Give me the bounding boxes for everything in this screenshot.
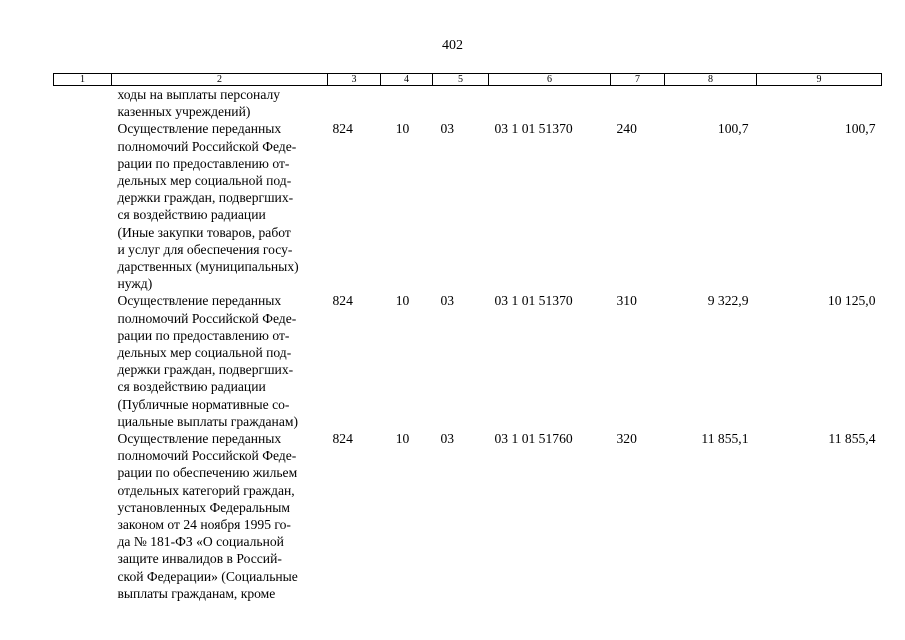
target-article-code: 03 1 01 51370: [494, 293, 573, 309]
subsection-code: 03: [440, 121, 455, 137]
column-header-8: 8: [665, 74, 757, 86]
expense-type-code: 310: [616, 293, 637, 309]
amount-year-1: 100,7: [717, 121, 749, 137]
column-header-5: 5: [433, 74, 489, 86]
amount-year-1: 9 322,9: [707, 293, 749, 309]
amount-year-1: 11 855,1: [701, 431, 749, 447]
column-header-1: 1: [54, 74, 112, 86]
table-row: [54, 292, 882, 430]
expense-name: Осуществление переданных полномочий Российской Феде- рации по предоставлению от- дельных мер социальной под- держки граждан, подвергших- ся воздействию радиации (Публичные нормативные со- циальные выплаты гражданам): [117, 293, 298, 429]
amount-year-2: 100,7: [844, 121, 876, 137]
expense-type-code: [611, 86, 665, 121]
budget-table: [53, 73, 882, 602]
expense-type-code: 240: [616, 121, 637, 137]
subsection-code: 03: [440, 293, 455, 309]
target-article-code: [489, 86, 611, 121]
section-code: 10: [395, 293, 410, 309]
amount-year-2: [757, 86, 882, 121]
table-header-row: [54, 74, 882, 86]
row-number-cell: [54, 86, 112, 121]
subsection-code: 03: [440, 431, 455, 447]
column-header-7: 7: [611, 74, 665, 86]
admin-code: 824: [332, 293, 353, 309]
expense-type-code: 320: [616, 431, 637, 447]
expense-name: Осуществление переданных полномочий Российской Феде- рации по предоставлению от- дельных мер социальной под- держки граждан, подвергших- ся воздействию радиации (Иные закупки товаров, работ и услуг для обеспечения госу- дарственных (муниципальных) нужд): [117, 121, 299, 292]
section-code: [381, 86, 433, 121]
page-number: 402: [442, 38, 463, 53]
table-row: [54, 430, 882, 602]
column-header-4: 4: [381, 74, 433, 86]
column-header-2: 2: [112, 74, 328, 86]
target-article-code: 03 1 01 51370: [494, 121, 573, 137]
admin-code: [328, 86, 381, 121]
row-number-cell: [54, 430, 112, 602]
subsection-code: [433, 86, 489, 121]
amount-year-2: 11 855,4: [828, 431, 876, 447]
column-header-6: 6: [489, 74, 611, 86]
column-header-3: 3: [328, 74, 381, 86]
column-header-9: 9: [757, 74, 882, 86]
expense-name: ходы на выплаты персоналу казенных учреждений): [117, 87, 281, 120]
target-article-code: 03 1 01 51760: [494, 431, 573, 447]
row-number-cell: [54, 120, 112, 292]
section-code: 10: [395, 121, 410, 137]
amount-year-1: [665, 86, 757, 121]
expense-name: Осуществление переданных полномочий Российской Феде- рации по обеспечению жильем отдельных категорий граждан, установленных Федеральным законом от 24 ноября 1995 го- да № 181-ФЗ «О социальной защите инвалидов в Россий- ской Федерации» (Социальные выплаты гражданам, кроме: [117, 431, 298, 601]
table-row: [54, 86, 882, 121]
admin-code: 824: [332, 431, 353, 447]
amount-year-2: 10 125,0: [827, 293, 876, 309]
row-number-cell: [54, 292, 112, 430]
section-code: 10: [395, 431, 410, 447]
admin-code: 824: [332, 121, 353, 137]
table-row: [54, 120, 882, 292]
